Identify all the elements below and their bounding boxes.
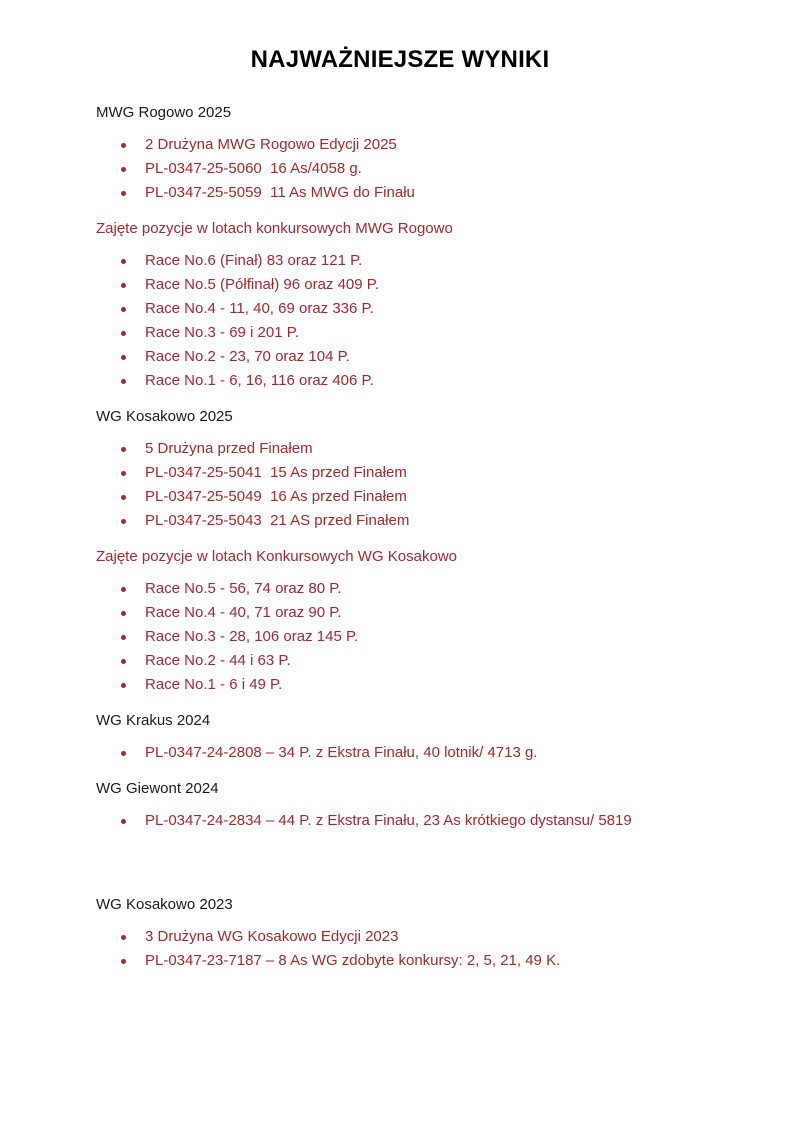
bullet-list-wg-kosakowo-2025 bbox=[96, 437, 704, 533]
bullet-icon bbox=[121, 495, 126, 500]
list-item bbox=[96, 509, 704, 533]
list-item bbox=[96, 369, 704, 393]
bullet-list-wg-kosakowo-2023 bbox=[96, 925, 704, 973]
list-item bbox=[96, 625, 704, 649]
list-item bbox=[96, 297, 704, 321]
bullet-icon bbox=[121, 331, 126, 336]
bullet-list-wg-giewont-2024 bbox=[96, 809, 704, 833]
list-item-text: PL-0347-25-5049 16 As przed Finałem bbox=[145, 488, 407, 505]
bullet-icon bbox=[121, 819, 126, 824]
bullet-list-mwg-rogowo-2025 bbox=[96, 133, 704, 205]
list-item-text: Race No.1 - 6, 16, 116 oraz 406 P. bbox=[145, 372, 374, 389]
list-item bbox=[96, 741, 704, 765]
section-heading-pozycje-wg-kosakowo: Zajęte pozycje w lotach Konkursowych WG Kosakowo bbox=[96, 548, 457, 565]
bullet-list-pozycje-mwg-rogowo bbox=[96, 249, 704, 393]
list-item-text: Race No.5 (Półfinał) 96 oraz 409 P. bbox=[145, 276, 380, 293]
page-title: NAJWAŻNIEJSZE WYNIKI bbox=[250, 46, 550, 73]
section-heading-wg-krakus-2024: WG Krakus 2024 bbox=[96, 712, 211, 729]
list-item bbox=[96, 485, 704, 509]
list-item-text: PL-0347-24-2808 – 34 P. z Ekstra Finału, 40 lotnik/ 4713 g. bbox=[145, 744, 538, 761]
list-item-text: Race No.6 (Finał) 83 oraz 121 P. bbox=[145, 252, 363, 269]
blank-paragraph-spacer bbox=[96, 847, 704, 881]
bullet-icon bbox=[121, 167, 126, 172]
bullet-icon bbox=[121, 379, 126, 384]
bullet-icon bbox=[121, 447, 126, 452]
list-item-text: 5 Drużyna przed Finałem bbox=[145, 440, 313, 457]
bullet-icon bbox=[121, 259, 126, 264]
section-heading-mwg-rogowo-2025: MWG Rogowo 2025 bbox=[96, 104, 232, 121]
list-item-text: Race No.4 - 40, 71 oraz 90 P. bbox=[145, 604, 342, 621]
section-heading-pozycje-mwg-rogowo: Zajęte pozycje w lotach konkursowych MWG Rogowo bbox=[96, 220, 453, 237]
bullet-list-wg-krakus-2024 bbox=[96, 741, 704, 765]
list-item-text: 2 Drużyna MWG Rogowo Edycji 2025 bbox=[145, 136, 397, 153]
bullet-icon bbox=[121, 635, 126, 640]
list-item-text: 3 Drużyna WG Kosakowo Edycji 2023 bbox=[145, 928, 399, 945]
list-item bbox=[96, 345, 704, 369]
bullet-icon bbox=[121, 355, 126, 360]
bullet-icon bbox=[121, 519, 126, 524]
list-item bbox=[96, 577, 704, 601]
list-item bbox=[96, 181, 704, 205]
bullet-icon bbox=[121, 751, 126, 756]
list-item-text: PL-0347-24-2834 – 44 P. z Ekstra Finału, 23 As krótkiego dystansu/ 5819 bbox=[145, 812, 632, 829]
section-heading-wg-kosakowo-2023: WG Kosakowo 2023 bbox=[96, 896, 233, 913]
list-item-text: PL-0347-25-5043 21 AS przed Finałem bbox=[145, 512, 410, 529]
bullet-list-pozycje-wg-kosakowo bbox=[96, 577, 704, 697]
list-item bbox=[96, 321, 704, 345]
list-item-text: Race No.2 - 44 i 63 P. bbox=[145, 652, 291, 669]
list-item bbox=[96, 673, 704, 697]
list-item bbox=[96, 461, 704, 485]
list-item bbox=[96, 809, 704, 833]
bullet-icon bbox=[121, 659, 126, 664]
list-item-text: PL-0347-25-5059 11 As MWG do Finału bbox=[145, 184, 415, 201]
list-item-text: Race No.3 - 28, 106 oraz 145 P. bbox=[145, 628, 359, 645]
list-item-text: Race No.4 - 11, 40, 69 oraz 336 P. bbox=[145, 300, 374, 317]
bullet-icon bbox=[121, 283, 126, 288]
list-item bbox=[96, 249, 704, 273]
list-item bbox=[96, 437, 704, 461]
bullet-icon bbox=[121, 471, 126, 476]
list-item-text: PL-0347-25-5041 15 As przed Finałem bbox=[145, 464, 407, 481]
list-item bbox=[96, 601, 704, 625]
section-heading-wg-giewont-2024: WG Giewont 2024 bbox=[96, 780, 219, 797]
bullet-icon bbox=[121, 191, 126, 196]
list-item-text: Race No.2 - 23, 70 oraz 104 P. bbox=[145, 348, 350, 365]
list-item-text: Race No.1 - 6 i 49 P. bbox=[145, 676, 283, 693]
bullet-icon bbox=[121, 587, 126, 592]
list-item bbox=[96, 649, 704, 673]
list-item bbox=[96, 273, 704, 297]
list-item bbox=[96, 157, 704, 181]
list-item-text: PL-0347-25-5060 16 As/4058 g. bbox=[145, 160, 362, 177]
list-item bbox=[96, 925, 704, 949]
bullet-icon bbox=[121, 611, 126, 616]
bullet-icon bbox=[121, 307, 126, 312]
list-item-text: PL-0347-23-7187 – 8 As WG zdobyte konkursy: 2, 5, 21, 49 K. bbox=[145, 952, 561, 969]
list-item bbox=[96, 949, 704, 973]
list-item-text: Race No.3 - 69 i 201 P. bbox=[145, 324, 299, 341]
bullet-icon bbox=[121, 935, 126, 940]
list-item bbox=[96, 133, 704, 157]
bullet-icon bbox=[121, 143, 126, 148]
section-heading-wg-kosakowo-2025: WG Kosakowo 2025 bbox=[96, 408, 233, 425]
bullet-icon bbox=[121, 959, 126, 964]
bullet-icon bbox=[121, 683, 126, 688]
list-item-text: Race No.5 - 56, 74 oraz 80 P. bbox=[145, 580, 342, 597]
